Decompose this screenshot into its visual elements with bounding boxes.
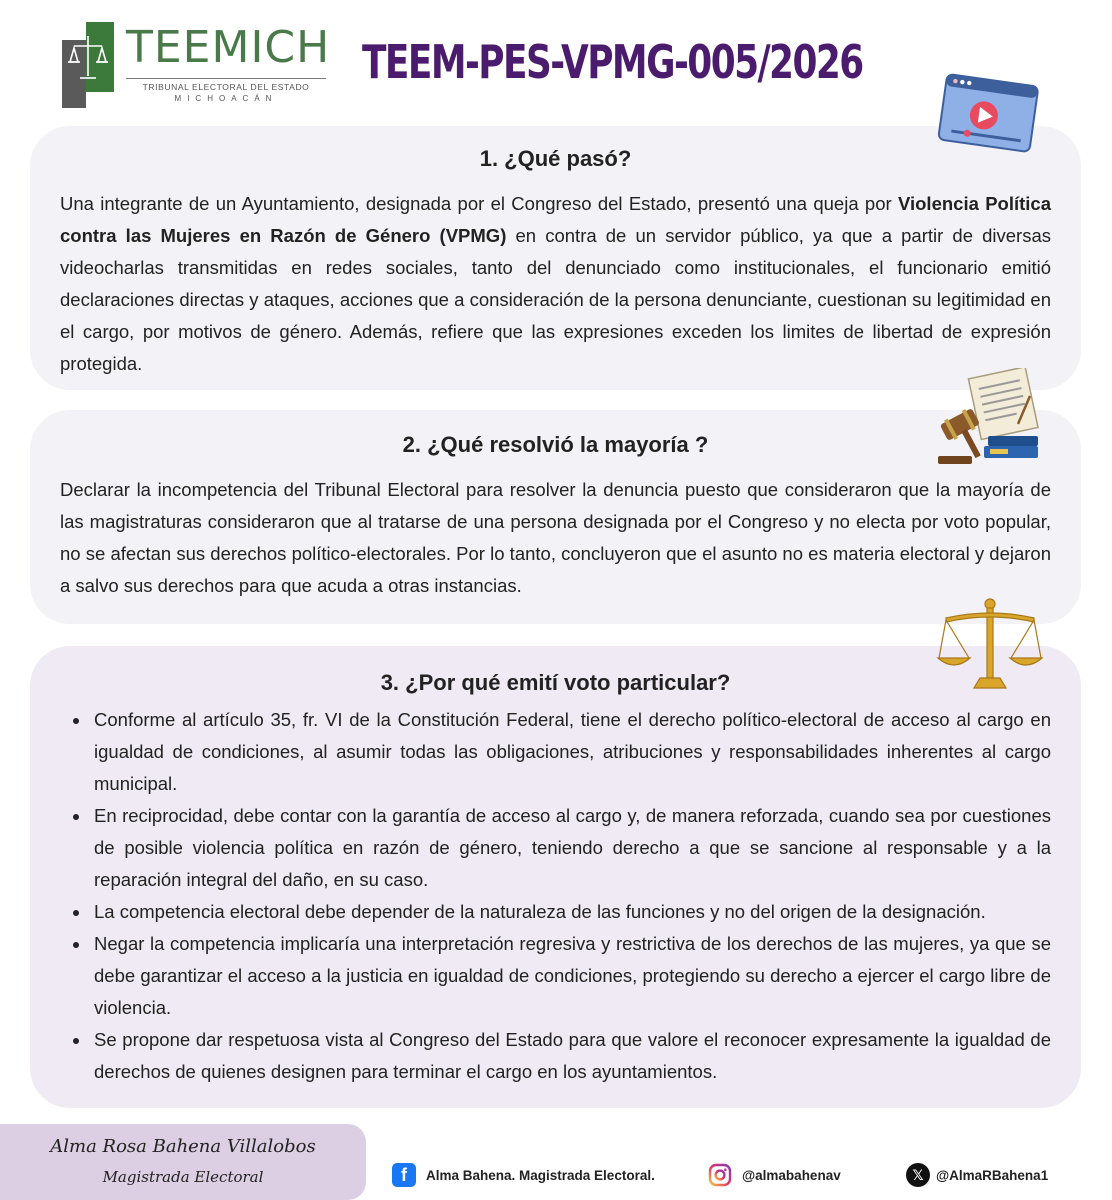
- x-handle: @AlmaRBahena1: [936, 1167, 1049, 1183]
- x-icon: 𝕏: [906, 1163, 930, 1187]
- logo-subtitle: TRIBUNAL ELECTORAL DEL ESTADO: [142, 82, 310, 92]
- body-text-bold: Violencia Política contra las Mujeres en Razón de Género (VPMG): [60, 193, 1051, 246]
- gavel-law-books-icon: [934, 368, 1046, 468]
- facebook-handle: Alma Bahena. Magistrada Electoral.: [426, 1167, 655, 1183]
- list-item: Se propone dar respetuosa vista al Congreso del Estado para que valore el reconocer expresamente la igualdad de derechos de quienes designen para terminar el cargo en los ayuntamientos.: [60, 1024, 1051, 1088]
- teemich-emblem-icon: [62, 22, 114, 108]
- list-item: En reciprocidad, debe contar con la garantía de acceso al cargo y, de manera reforzada, cuando sea por cuestiones de posible violencia política en razón de género, teniendo derecho a que se sancione al responsable y a la reparación integral del daño, en su caso.: [60, 800, 1051, 896]
- section-majority-ruling: [30, 410, 1081, 624]
- facebook-link[interactable]: [392, 1160, 655, 1190]
- list-item: La competencia electoral debe depender de la naturaleza de las funciones y no del origen de la designación.: [60, 896, 1051, 928]
- list-item: Conforme al artículo 35, fr. VI de la Constitución Federal, tiene el derecho político-electoral de acceso al cargo en igualdad de condiciones, al asumir todas las obligaciones, atribuciones y responsabilidades inherentes al cargo municipal.: [60, 704, 1051, 800]
- logo-state: MICHOACÁN: [174, 94, 278, 103]
- signature-name: Alma Rosa Bahena Villalobos: [50, 1136, 316, 1157]
- signature-box: [0, 1124, 366, 1200]
- instagram-link[interactable]: [708, 1160, 841, 1190]
- section-dissenting-vote: [30, 646, 1081, 1108]
- scales-of-justice-icon: [936, 596, 1044, 692]
- signature-role: Magistrada Electoral: [102, 1168, 264, 1186]
- section-body: Declarar la incompetencia del Tribunal Electoral para resolver la denuncia puesto que consideraron que la mayoría de las magistraturas consideraron que al tratarse de una persona designada por el Congreso y no electa por voto popular, no se afectan sus derechos político-electorales. Por lo tanto, concluyeron que el asunto no es materia electoral y dejaron a salvo sus derechos para que acuda a otras instancias.: [60, 479, 1051, 596]
- section-title: 1. ¿Qué pasó?: [479, 146, 632, 171]
- body-text-part: Una integrante de un Ayuntamiento, designada por el Congreso del Estado, presentó una queja por: [60, 193, 898, 214]
- facebook-icon: f: [392, 1163, 416, 1187]
- video-player-icon: [934, 72, 1042, 158]
- logo-divider: [126, 78, 326, 79]
- logo-wordmark: TEEMICH: [126, 22, 331, 73]
- section-body: [60, 188, 1051, 380]
- body-text-part: en contra de un servidor público, ya que a partir de diversas videocharlas transmitidas en redes sociales, tanto del denunciado como institucionales, el funcionario emitió declaraciones directas y ataques, acciones que a consideración de la persona denunciante, cuestionan su legitimidad en el cargo, por motivos de género. Además, refiere que las expresiones exceden los limites de libertad de expresión protegida.: [60, 225, 1052, 374]
- instagram-icon: [708, 1163, 732, 1187]
- instagram-handle: @almabahenav: [742, 1167, 841, 1183]
- section-title: 2. ¿Qué resolvió la mayoría ?: [402, 432, 709, 457]
- case-number-title: TEEM-PES-VPMG-005/2026: [362, 35, 863, 89]
- teemich-logo: [58, 20, 348, 110]
- reasons-list: [60, 704, 1051, 1088]
- section-what-happened: [30, 126, 1081, 390]
- list-item: Negar la competencia implicaría una interpretación regresiva y restrictiva de los derechos de las mujeres, ya que se debe garantizar el acceso a la justicia en igualdad de condiciones, protegiendo su derecho a ejercer el cargo libre de violencia.: [60, 928, 1051, 1024]
- section-title: 3. ¿Por qué emití voto particular?: [380, 670, 731, 695]
- x-link[interactable]: [906, 1160, 1048, 1190]
